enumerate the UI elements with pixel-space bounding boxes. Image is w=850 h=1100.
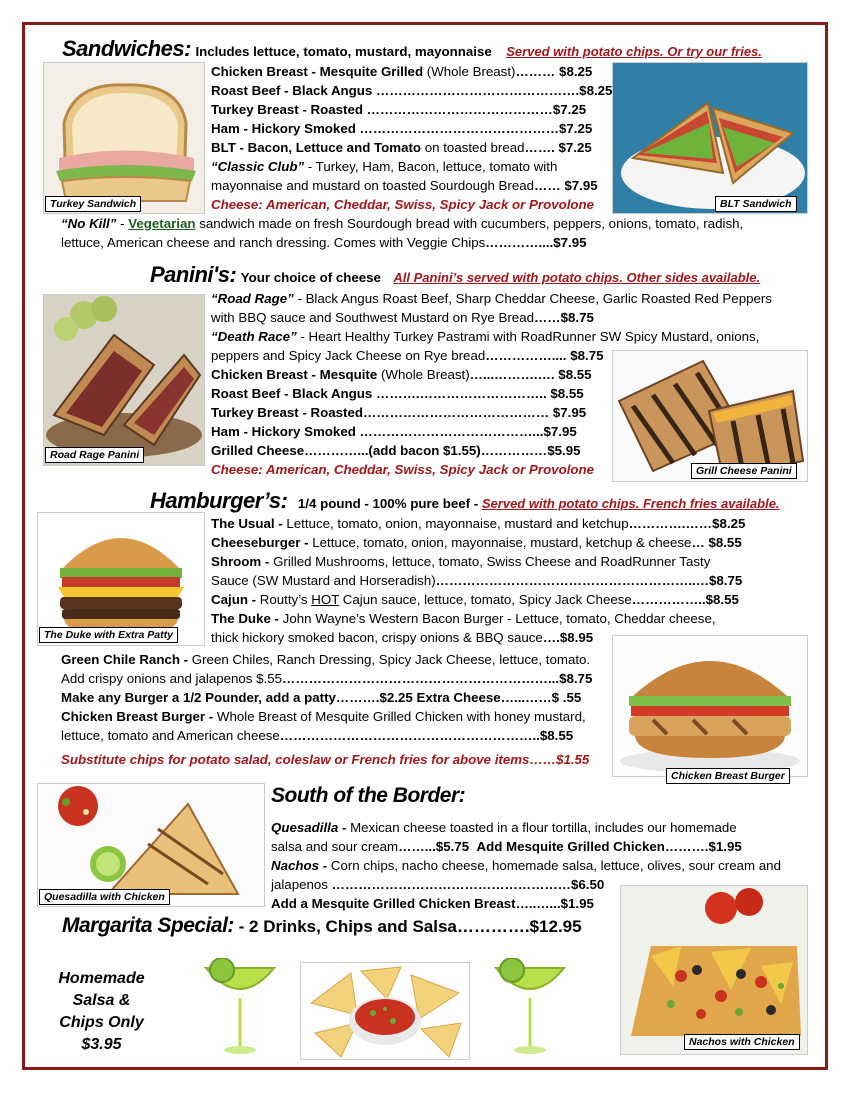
panini-title: Panini's: [150, 262, 237, 287]
menu-item-cajun: Cajun - Routty’s HOT Cajun sauce, lettuce, tomato, Spicy Jack Cheese……………..$8.55 [211, 592, 739, 607]
menu-item-nachos: Nachos - Corn chips, nacho cheese, homemade salsa, lettuce, olives, sour cream and [271, 858, 781, 873]
margarita-special [62, 914, 582, 938]
menu-item-shroom: Shroom - Grilled Mushrooms, lettuce, tomato, Swiss Cheese and RoadRunner Tasty [211, 554, 711, 569]
price: $8.55 [539, 728, 574, 743]
menu-item-nachos-line2: jalapenos ………………………………………………$6.50 [271, 877, 605, 892]
chicken-burger-photo [612, 635, 808, 777]
menu-item: Chicken Breast - Mesquite Grilled (Whole Breast)……… $8.25 [211, 64, 593, 79]
menu-item: Cheeseburger - Lettuce, tomato, onion, mayonnaise, mustard, ketchup & cheese… $8.55 [211, 535, 742, 550]
burgers-title: Hamburger’s: [150, 488, 288, 513]
menu-item-deathrace: “Death Race” - Heart Healthy Turkey Pastrami with RoadRunner SW Spicy Mustard, onions, [211, 329, 760, 344]
price: $5.95 [547, 443, 581, 458]
price: $5.75 [435, 839, 470, 854]
price: $7.25 [559, 121, 593, 136]
menu-item-duke: The Duke - John Wayne’s Western Bacon Burger - Lettuce, tomato, Cheddar cheese, [211, 611, 716, 626]
price: $6.50 [570, 877, 605, 892]
burger-addons: Make any Burger a 1/2 Pounder, add a patty……….$2.25 Extra Cheese…...……$ .55 [61, 690, 582, 705]
price: $8.75 [709, 573, 743, 588]
menu-item-quesadilla: Quesadilla - Mexican cheese toasted in a flour tortilla, includes our homemade [271, 820, 737, 835]
duke-burger-photo [37, 512, 205, 646]
nachos-addon: Add a Mesquite Grilled Chicken Breast…..…...$1.95 [271, 896, 594, 911]
menu-item: Chicken Breast - Mesquite (Whole Breast)…...……….…. $8.55 [211, 367, 592, 382]
road-rage-panini-photo [43, 294, 205, 466]
border-title: South of the Border: [271, 784, 466, 807]
menu-item-deathrace-line2: peppers and Spicy Jack Cheese on Rye bread…………….... $8.75 [211, 348, 604, 363]
turkey-sandwich-caption: Turkey Sandwich [45, 196, 141, 212]
price: $8.55 [708, 535, 742, 550]
menu-item-duke-line2: thick hickory smoked bacon, crispy onions & BBQ sauce….$8.95 [211, 630, 594, 645]
menu-item-green-chile-line2: Add crispy onions and jalapenos $.55……………………………………………………...$8.75 [61, 671, 593, 686]
sandwiches-cheese: Cheese: American, Cheddar, Swiss, Spicy Jack or Provolone [211, 197, 595, 212]
price: $7.95 [564, 178, 598, 193]
menu-item-nokill: “No Kill” - Vegetarian sandwich made on fresh Sourdough bread with cucumbers, peppers, onions, tomato, radish, [61, 216, 744, 231]
menu-item: BLT - Bacon, Lettuce and Tomato on toasted bread……. $7.25 [211, 140, 592, 155]
menu-item: Turkey Breast - Roasted…………………………………… $7.95 [211, 405, 587, 420]
price: $8.75 [570, 348, 604, 363]
burgers-subtitle: 1/4 pound - 100% pure beef - [297, 496, 482, 511]
price: $7.25 [552, 102, 587, 117]
price: $8.75 [559, 671, 593, 686]
panini-note: All Panini’s served with potato chips. Other sides available. [393, 270, 761, 285]
price: $8.55 [550, 386, 584, 401]
turkey-sandwich-photo [43, 62, 205, 214]
substitute-note: Substitute chips for potato salad, coleslaw or French fries for above items……$1.55 [61, 752, 590, 767]
nachos-caption: Nachos with Chicken [684, 1034, 800, 1050]
price: $7.25 [558, 140, 592, 155]
menu-item: Turkey Breast - Roasted ……………………………………$7.25 [211, 102, 587, 117]
blt-sandwich-caption: BLT Sandwich [715, 196, 797, 212]
menu-item-chicken-burger-line2: lettuce, tomato and American cheese…………………………………………………..$8.55 [61, 728, 574, 743]
price: $8.55 [705, 592, 739, 607]
price: $7.95 [553, 235, 587, 250]
menu-item-shroom-line2: Sauce (SW Mustard and Horseradish)…………………………………………………..…$8.75 [211, 573, 743, 588]
sandwiches-header [62, 36, 762, 62]
chicken-burger-caption: Chicken Breast Burger [666, 768, 790, 784]
road-rage-panini-caption: Road Rage Panini [45, 447, 144, 463]
burgers-note: Served with potato chips. French fries available. [481, 496, 780, 511]
salsa-chips-only: Homemade Salsa & Chips Only $3.95 [58, 970, 145, 1053]
margarita-glass-icon [200, 958, 280, 1058]
panini-header [150, 262, 760, 288]
price: $8.55 [558, 367, 592, 382]
menu-item-roadrage-line2: with BBQ sauce and Southwest Mustard on Rye Bread……$8.75 [211, 310, 594, 325]
menu-item-roadrage: “Road Rage” - Black Angus Roast Beef, Sharp Cheddar Cheese, Garlic Roasted Red Peppers [211, 291, 772, 306]
menu-item-quesadilla-line2: salsa and sour cream……...$5.75 Add Mesquite Grilled Chicken……….$1.95 [271, 839, 742, 854]
margarita-title: Margarita Special: [62, 914, 234, 937]
panini-subtitle: Your choice of cheese [240, 270, 381, 285]
menu-item: Ham - Hickory Smoked …………………………………...$7.95 [211, 424, 577, 439]
panini-cheese: Cheese: American, Cheddar, Swiss, Spicy Jack or Provolone [211, 462, 595, 477]
chips-salsa-photo [300, 962, 470, 1060]
menu-item-chicken-burger: Chicken Breast Burger - Whole Breast of Mesquite Grilled Chicken with honey mustard, [61, 709, 586, 724]
duke-burger-caption: The Duke with Extra Patty [39, 627, 178, 643]
menu-item-club: “Classic Club” - Turkey, Ham, Bacon, lettuce, tomato with [211, 159, 558, 174]
menu-item-club-line2: mayonnaise and mustard on toasted Sourdough Bread…… $7.95 [211, 178, 598, 193]
price: $7.95 [543, 424, 577, 439]
price: $8.25 [559, 64, 593, 79]
sandwiches-title: Sandwiches: [62, 36, 191, 61]
blt-sandwich-photo [612, 62, 808, 214]
margarita-desc: - 2 Drinks, Chips and Salsa………….$12.95 [233, 917, 582, 936]
menu-item-nokill-line2: lettuce, American cheese and ranch dressing. Comes with Veggie Chips…………....$7.95 [61, 235, 587, 250]
menu-item: The Usual - Lettuce, tomato, onion, mayonnaise, mustard and ketchup………….……$8.25 [211, 516, 746, 531]
margarita-glass-icon [490, 958, 570, 1058]
grill-cheese-panini-caption: Grill Cheese Panini [691, 463, 797, 479]
price: $8.95 [559, 630, 594, 645]
price: $8.25 [712, 516, 746, 531]
sandwiches-subtitle: Includes lettuce, tomato, mustard, mayonnaise [195, 44, 492, 59]
menu-item: Ham - Hickory Smoked ………………………………………$7.25 [211, 121, 593, 136]
price: $8.75 [560, 310, 594, 325]
nachos-photo [620, 885, 808, 1055]
menu-item-green-chile: Green Chile Ranch - Green Chiles, Ranch Dressing, Spicy Jack Cheese, lettuce, tomato. [61, 652, 591, 667]
menu-item: Roast Beef - Black Angus ……………………………………….$8.25 [211, 83, 613, 98]
price: $8.25 [579, 83, 613, 98]
burgers-header [150, 488, 780, 514]
sandwiches-note: Served with potato chips. Or try our fries. [506, 44, 762, 59]
menu-item: Grilled Cheese…………...(add bacon $1.55)……………$5.95 [211, 443, 581, 458]
price: $7.95 [552, 405, 587, 420]
quesadilla-caption: Quesadilla with Chicken [39, 889, 170, 905]
menu-item: Roast Beef - Black Angus ……….……………………….. $8.55 [211, 386, 584, 401]
